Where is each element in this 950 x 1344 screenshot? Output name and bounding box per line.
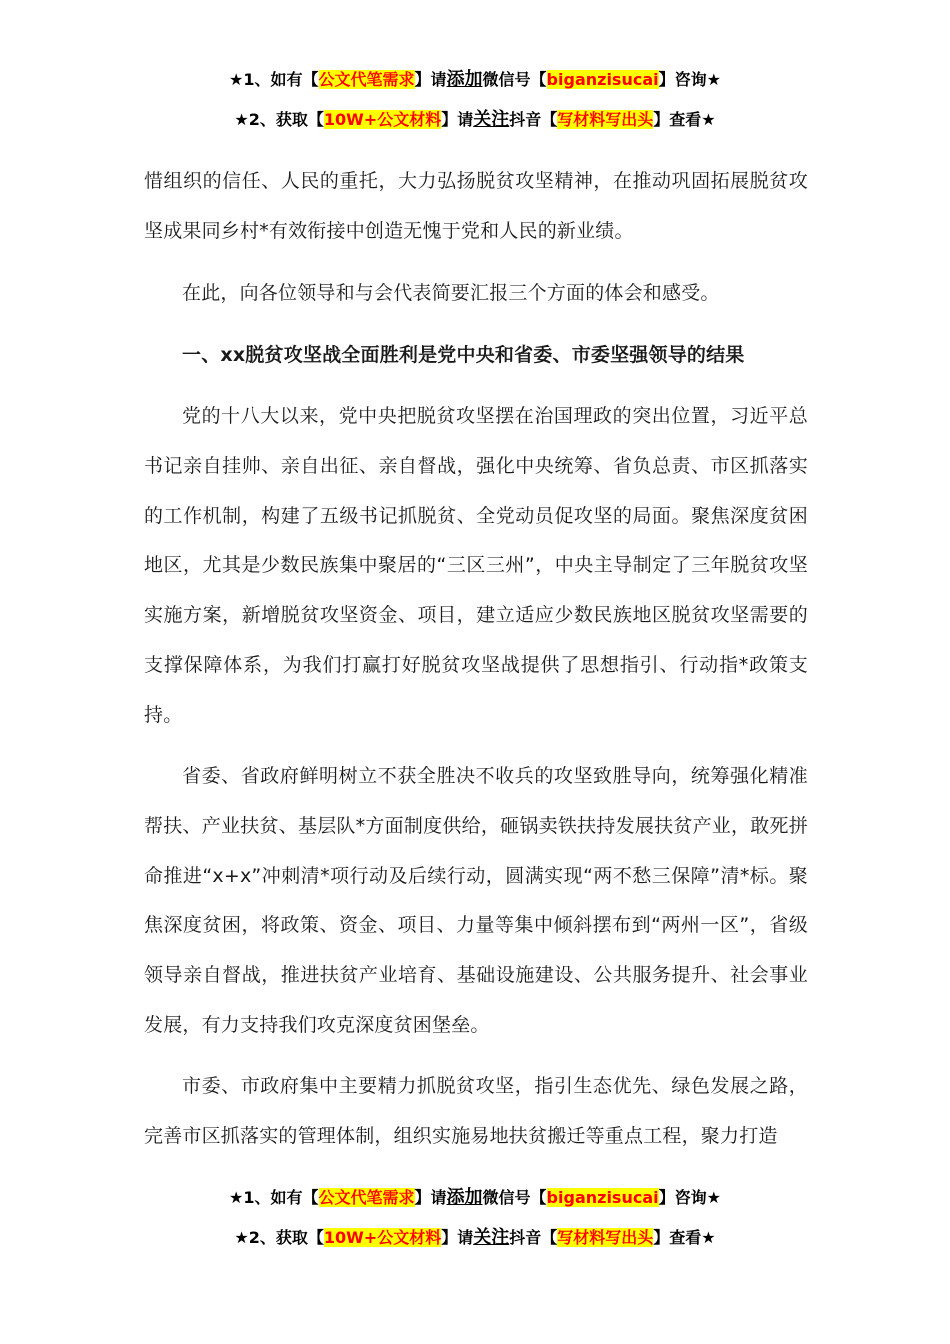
banner-highlight: 公文代笔需求 — [318, 70, 415, 89]
banner-underline-text: 关注 — [473, 109, 510, 130]
banner-highlight: 10W+公文材料 — [323, 110, 442, 129]
body-paragraph: 省委、省政府鲜明树立不获全胜决不收兵的攻坚致胜导向，统筹强化精准帮扶、产业扶贫、基层队*方面制度供给，砸锅卖铁扶持发展扶贫产业，敢死拼命推进“x+x”冲刺清*项行动及后续行动，圆满实现“两不愁三保障”清*标。聚焦深度贫困，将政策、资金、项目、力量等集中倾斜摆布到“两州一区”，省级领导亲自督战，推进扶贫产业培育、基础设施建设、公共服务提升、社会事业发展，有力支持我们攻克深度贫困堡垒。 — [144, 765, 808, 1036]
banner-highlight: 写材料写出头 — [557, 1228, 654, 1247]
banner-text: 】请 — [441, 1228, 474, 1247]
banner-highlight: 写材料写出头 — [557, 110, 654, 129]
header-banner-line-1 — [0, 68, 950, 92]
banner-highlight: 公文代笔需求 — [318, 1188, 415, 1207]
banner-underline-text: 添加 — [446, 1187, 483, 1208]
banner-underline-text: 关注 — [473, 1227, 510, 1248]
banner-text: 微信号【 — [482, 1188, 547, 1207]
banner-text: 】咨询★ — [658, 1188, 721, 1207]
banner-text: 】查看★ — [653, 110, 716, 129]
banner-text: 】查看★ — [653, 1228, 716, 1247]
banner-text: 】请 — [414, 1188, 447, 1207]
body-paragraph: 市委、市政府集中主要精力抓脱贫攻坚，指引生态优先、绿色发展之路，完善市区抓落实的管理体制，组织实施易地扶贫搬迁等重点工程，聚力打造 — [144, 1075, 808, 1147]
banner-text: 抖音【 — [509, 1228, 558, 1247]
footer-banner-line-2 — [0, 1226, 950, 1250]
banner-text: 抖音【 — [509, 110, 558, 129]
header-banner-line-2 — [0, 108, 950, 132]
banner-text: 微信号【 — [482, 70, 547, 89]
banner-highlight: 10W+公文材料 — [323, 1228, 442, 1247]
section-heading: 一、xx脱贫攻坚战全面胜利是党中央和省委、市委坚强领导的结果 — [182, 344, 745, 366]
banner-highlight: biganzisucai — [546, 70, 659, 89]
body-paragraph: 党的十八大以来，党中央把脱贫攻坚摆在治国理政的突出位置，习近平总书记亲自挂帅、亲自出征、亲自督战，强化中央统筹、省负总责、市区抓落实的工作机制，构建了五级书记抓脱贫、全党动员促攻坚的局面。聚焦深度贫困地区，尤其是少数民族集中聚居的“三区三州”，中央主导制定了三年脱贫攻坚实施方案，新增脱贫攻坚资金、项目，建立适应少数民族地区脱贫攻坚需要的支撑保障体系，为我们打赢打好脱贫攻坚战提供了思想指引、行动指*政策支持。 — [144, 405, 808, 726]
banner-text: ★2、获取【 — [234, 110, 324, 129]
banner-text: 】请 — [414, 70, 447, 89]
banner-text: 】咨询★ — [658, 70, 721, 89]
banner-text: ★1、如有【 — [229, 70, 319, 89]
banner-text: ★1、如有【 — [229, 1188, 319, 1207]
banner-text: 】请 — [441, 110, 474, 129]
body-paragraph: 惜组织的信任、人民的重托，大力弘扬脱贫攻坚精神，在推动巩固拓展脱贫攻坚成果同乡村*有效衔接中创造无愧于党和人民的新业绩。 — [144, 170, 808, 242]
footer-banner-line-1 — [0, 1186, 950, 1210]
banner-highlight: biganzisucai — [546, 1188, 659, 1207]
banner-underline-text: 添加 — [446, 69, 483, 90]
banner-text: ★2、获取【 — [234, 1228, 324, 1247]
body-paragraph: 在此，向各位领导和与会代表简要汇报三个方面的体会和感受。 — [182, 282, 720, 304]
